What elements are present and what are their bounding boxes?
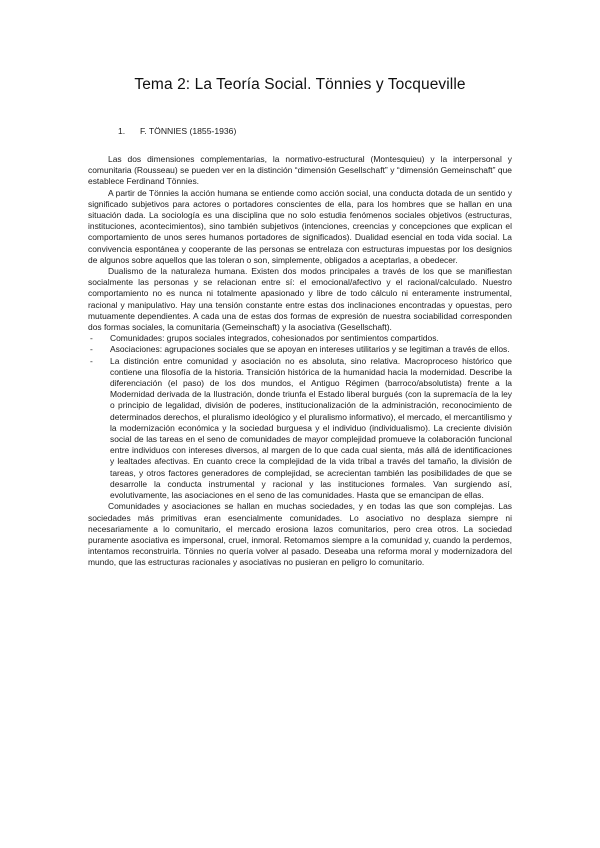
list-item <box>88 333 512 344</box>
section-number: 1. <box>118 126 126 136</box>
list-item <box>88 356 512 502</box>
bullet-text: Asociaciones: agrupaciones sociales que se apoyan en intereses utilitarios y se legitiman a través de ellos. <box>110 344 510 355</box>
document-title: Tema 2: La Teoría Social. Tönnies y Tocqueville <box>134 76 466 93</box>
paragraph-social-action: A partir de Tönnies la acción humana se entiende como acción social, una conducta dotada de un sentido y significado subjetivos para actores o portadores conscientes de ella, para los hombres que se hallan en una situación dada. La sociología es una disciplina que no solo estudia fenómenos sociales objetivos (estructuras, instituciones, acontecimientos), sino también subjetivos (intenciones, creencias y concepciones que explican el comportamiento de unos seres humanos portadores de significados). Dualidad esencial en toda vida social. La convivencia espontánea y cooperante de las personas se entrelaza con estructuras impuestas por los designios de algunos sobre aquellos que las toleran o son, simplemente, obligados a aceptarlas, a obedecer. <box>88 187 512 265</box>
paragraph-closing: Comunidades y asociaciones se hallan en muchas sociedades, y en todas las que son complejas. Las sociedades más primitivas eran esencialmente comunidades. Lo asociativo no desplaza siempre ni necesariamente a lo comunitario, el mercado erosiona lazos comunitarios, pero crea otros. La sociedad puramente asociativa es impersonal, cruel, inmoral. Retomamos siempre a la comunidad y, cuando la perdemos, intentamos reconstruirla. Tönnies no quería volver al pasado. Deseaba una reforma moral y modernizadora del mundo, que las estructuras racionales y asociativas no pusieran en peligro lo comunitario. <box>88 501 512 568</box>
document-body <box>88 154 512 569</box>
bullet-mark: - <box>90 333 93 344</box>
bullet-mark: - <box>90 344 93 355</box>
bullet-text: La distinción entre comunidad y asociación no es absoluta, sino relativa. Macroproceso histórico que contiene una filosofía de la historia. Transición histórica de la humanidad hacia la modernidad. Describe la diferenciación (el paso) de los dos mundos, el Antiguo Régimen (barroco/absolutista) frente a la Modernidad derivada de la Ilustración, donde triunfa el Estado liberal burgués (con la supremacía de la ley o principio de legalidad, división de poderes, institucionalización de la administración, reconocimiento de determinados derechos, el pluralismo ideológico y el pluralismo informativo), el mercado, el mercantilismo y la modernización económica y la sociedad burguesa y el individuo (individualismo). La creciente división social de las tareas en el seno de comunidades de mayor complejidad promueve la colaboración funcional entre individuos con intereses diversos, al margen de lo que cada cual sienta, más allá de identificaciones y lealtades afectivas. En cuanto crece la complejidad de la vida tribal a través del tamaño, la división de tareas, y otros factores generadores de complejidad, se acrecientan también las posibilidades de que se desarrolle la conducta instrumental y racional y las instituciones formales. Van surgiendo así, evolutivamente, las asociaciones en el seno de las comunidades. Hasta que se emancipan de ellas. <box>110 355 512 501</box>
list-item <box>88 344 512 355</box>
bullet-mark: - <box>90 355 93 366</box>
bullet-text: Comunidades: grupos sociales integrados, cohesionados por sentimientos compartidos. <box>110 333 439 344</box>
paragraph-dualism: Dualismo de la naturaleza humana. Existen dos modos principales a través de los que se manifiestan socialmente las personas y se relacionan entre sí: el emocional/afectivo y el racional/calculado. Nuestro comportamiento no es nunca ni totalmente apasionado y libre de todo cálculo ni enteramente instrumental, racional y manipulativo. Hay una tensión constante entre estas dos inclinaciones encontradas y opuestas, pero mutuamente dependientes. A cada una de estas dos formas de expresión de nuestra sociabilidad corresponden dos formas sociales, la comunitaria (Gemeinschaft) y la asociativa (Gesellschaft). <box>88 266 512 333</box>
section-heading <box>118 126 512 136</box>
paragraph-intro: Las dos dimensiones complementarias, la normativo-estructural (Montesquieu) y la interpersonal y comunitaria (Rousseau) se pueden ver en la distinción “dimensión Gesellschaft” y “dimensión Gemeinschaft” que establece Ferdinand Tönnies. <box>88 154 512 187</box>
section-title: F. TÖNNIES (1855-1936) <box>140 126 237 136</box>
